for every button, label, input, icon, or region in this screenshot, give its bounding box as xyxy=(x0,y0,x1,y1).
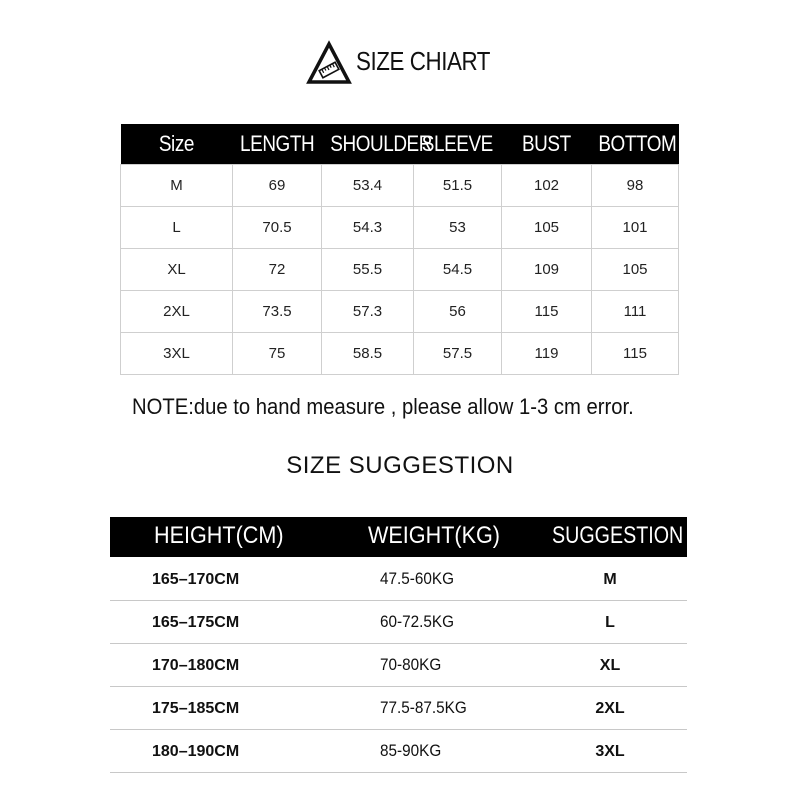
weight-cell: 60-72.5KG xyxy=(380,612,455,631)
suggestion-row xyxy=(110,601,687,644)
table-row xyxy=(121,291,679,333)
weight-cell: 47.5-60KG xyxy=(380,569,455,588)
header-bust: BUST xyxy=(502,124,592,165)
table-cell: L xyxy=(121,207,233,249)
table-cell: 51.5 xyxy=(414,165,502,207)
size-cell: XL xyxy=(599,657,621,674)
height-cell: 170–180CM xyxy=(152,657,240,674)
header-height: HEIGHT(CM) xyxy=(154,522,284,549)
header-suggestion: SUGGESTION xyxy=(552,522,684,549)
table-cell: 109 xyxy=(502,249,592,291)
table-cell: 105 xyxy=(502,207,592,249)
size-cell: 2XL xyxy=(595,700,625,717)
table-cell: 53 xyxy=(414,207,502,249)
table-cell: 54.5 xyxy=(414,249,502,291)
table-cell: 102 xyxy=(502,165,592,207)
table-row xyxy=(121,207,679,249)
table-cell: 70.5 xyxy=(233,207,322,249)
table-cell: 55.5 xyxy=(322,249,414,291)
triangle-ruler-icon xyxy=(306,41,352,85)
table-cell: 75 xyxy=(233,333,322,375)
table-cell: 2XL xyxy=(121,291,233,333)
weight-cell: 77.5-87.5KG xyxy=(380,698,467,717)
suggestion-row xyxy=(110,687,687,730)
table-cell: 53.4 xyxy=(322,165,414,207)
table-row xyxy=(121,249,679,291)
size-chart-header-row xyxy=(121,124,679,165)
weight-cell: 70-80KG xyxy=(380,655,442,674)
table-cell: 119 xyxy=(502,333,592,375)
table-cell: M xyxy=(121,165,233,207)
table-cell: 115 xyxy=(592,333,679,375)
suggestion-row xyxy=(110,644,687,687)
header-bottom: BOTTOM xyxy=(592,124,679,165)
table-row xyxy=(121,333,679,375)
header-sleeve: SLEEVE xyxy=(414,124,502,165)
table-cell: 101 xyxy=(592,207,679,249)
table-cell: 58.5 xyxy=(322,333,414,375)
suggestion-row xyxy=(110,730,687,773)
table-cell: 69 xyxy=(233,165,322,207)
table-cell: 57.5 xyxy=(414,333,502,375)
table-cell: XL xyxy=(121,249,233,291)
size-cell: M xyxy=(603,571,617,588)
header-shoulder: SHOULDER xyxy=(322,124,414,165)
measurement-note: NOTE:due to hand measure , please allow 1-3 cm error. xyxy=(132,394,634,419)
suggestion-row xyxy=(110,558,687,601)
size-suggestion-title: SIZE SUGGESTION xyxy=(286,452,514,479)
table-row xyxy=(121,165,679,207)
page-title: SIZE CHIART xyxy=(356,46,491,76)
height-cell: 165–170CM xyxy=(152,571,240,588)
table-cell: 54.3 xyxy=(322,207,414,249)
height-cell: 165–175CM xyxy=(152,614,240,631)
header-weight: WEIGHT(KG) xyxy=(368,522,500,549)
height-cell: 180–190CM xyxy=(152,743,240,760)
table-cell: 98 xyxy=(592,165,679,207)
header-length: LENGTH xyxy=(233,124,322,165)
weight-cell: 85-90KG xyxy=(380,741,442,760)
header-size: Size xyxy=(121,124,233,165)
table-cell: 56 xyxy=(414,291,502,333)
table-cell: 105 xyxy=(592,249,679,291)
table-cell: 3XL xyxy=(121,333,233,375)
table-cell: 73.5 xyxy=(233,291,322,333)
table-cell: 72 xyxy=(233,249,322,291)
title-row xyxy=(0,38,800,88)
table-cell: 115 xyxy=(502,291,592,333)
table-cell: 111 xyxy=(592,291,679,333)
size-cell: L xyxy=(605,614,615,631)
table-cell: 57.3 xyxy=(322,291,414,333)
size-cell: 3XL xyxy=(595,743,625,760)
suggestion-header-row xyxy=(110,517,687,557)
size-chart-table xyxy=(120,124,679,375)
height-cell: 175–185CM xyxy=(152,700,240,717)
